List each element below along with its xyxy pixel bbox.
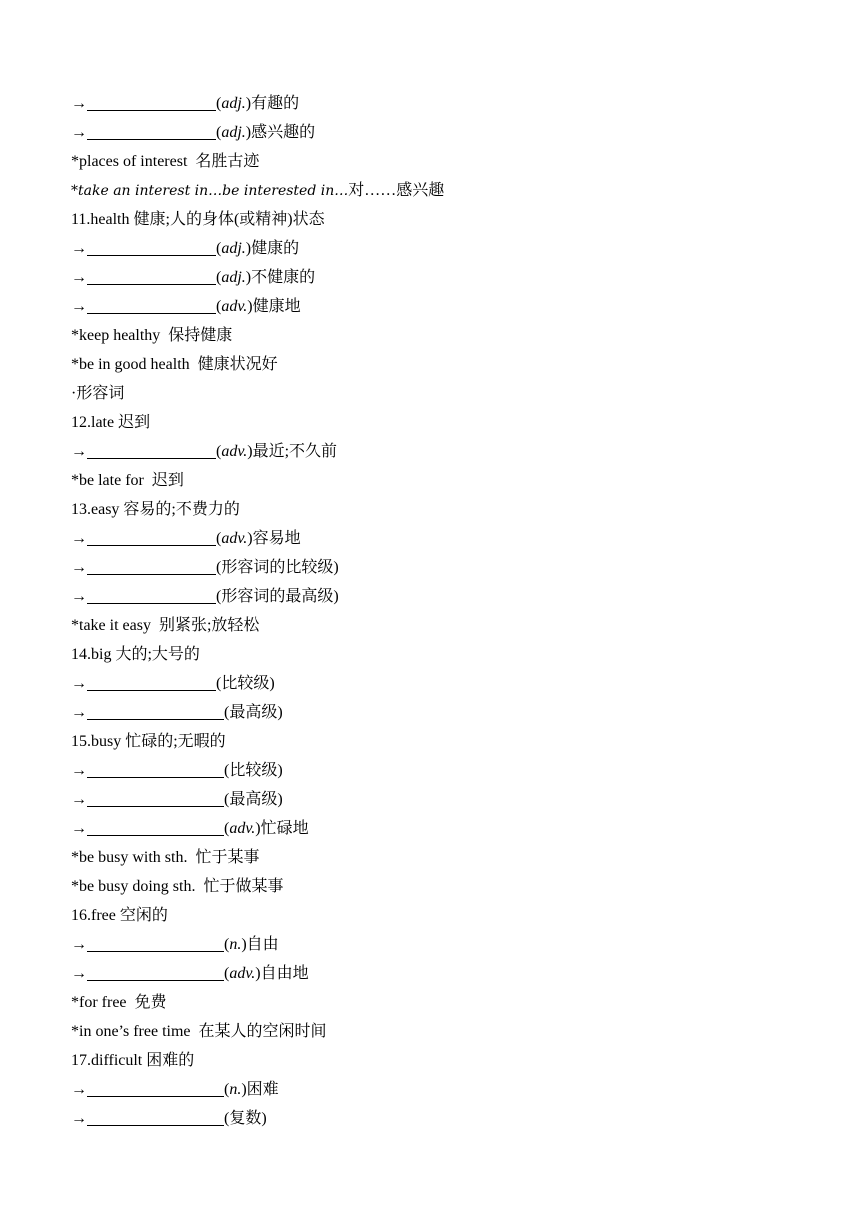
arrow-icon: → (71, 95, 87, 112)
meaning-text: 忙碌地 (260, 820, 309, 837)
text-line (71, 1017, 811, 1046)
text-line (71, 611, 811, 640)
answer-blank[interactable] (87, 92, 216, 111)
part-of-speech: adv. (229, 820, 256, 837)
answer-blank[interactable] (87, 266, 216, 285)
text-line (71, 988, 811, 1017)
arrow-icon: → (71, 675, 87, 692)
line-text: *be busy with sth. 忙于某事 (71, 849, 260, 866)
phrase-line (71, 176, 811, 205)
text-line (71, 205, 811, 234)
arrow-icon: → (71, 588, 87, 605)
paren-open: ( (216, 530, 222, 547)
paren-open: ( (224, 936, 230, 953)
part-of-speech: adj. (221, 240, 246, 257)
arrow-icon: → (71, 1110, 87, 1127)
arrow-icon: → (71, 965, 87, 982)
paren-close: ) (247, 530, 253, 547)
fill-in-line (71, 582, 811, 611)
line-text: *be busy doing sth. 忙于做某事 (71, 878, 284, 895)
fill-in-line (71, 118, 811, 147)
meaning-text: (形容词的最高级) (216, 588, 339, 605)
part-of-speech: adj. (221, 124, 246, 141)
answer-blank[interactable] (87, 585, 216, 604)
paren-open: ( (216, 298, 222, 315)
fill-in-line (71, 756, 811, 785)
paren-close: ) (241, 936, 247, 953)
meaning-text: 有趣的 (251, 95, 300, 112)
meaning-text: 自由地 (260, 965, 309, 982)
meaning-text: (最高级) (224, 704, 283, 721)
meaning-text: (最高级) (224, 791, 283, 808)
line-text: *places of interest 名胜古迹 (71, 153, 260, 170)
answer-blank[interactable] (87, 788, 224, 807)
paren-close: ) (245, 240, 252, 257)
line-text: ·形容词 (71, 385, 125, 402)
fill-in-line (71, 524, 811, 553)
answer-blank[interactable] (87, 672, 216, 691)
text-line (71, 901, 811, 930)
answer-blank[interactable] (87, 556, 216, 575)
arrow-icon: → (71, 791, 87, 808)
part-of-speech: adv. (221, 298, 248, 315)
meaning-text: (比较级) (216, 675, 275, 692)
answer-blank[interactable] (87, 962, 224, 981)
fill-in-line (71, 785, 811, 814)
line-text: 14.big 大的;大号的 (71, 646, 200, 663)
fill-in-line (71, 814, 811, 843)
meaning-text: 感兴趣的 (251, 124, 316, 141)
part-of-speech: adj. (221, 269, 246, 286)
answer-blank[interactable] (87, 440, 216, 459)
fill-in-line (71, 437, 811, 466)
part-of-speech: adv. (229, 965, 256, 982)
arrow-icon: → (71, 269, 87, 286)
part-of-speech: adv. (221, 530, 248, 547)
arrow-icon: → (71, 820, 87, 837)
answer-blank[interactable] (87, 701, 224, 720)
text-line (71, 872, 811, 901)
answer-blank[interactable] (87, 295, 216, 314)
paren-close: ) (245, 269, 252, 286)
fill-in-line (71, 1104, 811, 1133)
line-text: 15.busy 忙碌的;无暇的 (71, 733, 226, 750)
paren-open: ( (216, 95, 222, 112)
arrow-icon: → (71, 704, 87, 721)
text-line (71, 1046, 811, 1075)
text-line (71, 843, 811, 872)
fill-in-line (71, 292, 811, 321)
text-line (71, 379, 811, 408)
part-of-speech: n. (229, 936, 242, 953)
paren-close: ) (241, 1081, 247, 1098)
paren-close: ) (247, 298, 253, 315)
line-text: *for free 免费 (71, 994, 167, 1011)
phrase-chinese: 对……感兴趣 (348, 182, 445, 199)
part-of-speech: adj. (221, 95, 246, 112)
text-line (71, 408, 811, 437)
meaning-text: 容易地 (252, 530, 301, 547)
line-text: *take it easy 别紧张;放轻松 (71, 617, 260, 634)
meaning-text: 健康的 (251, 240, 300, 257)
part-of-speech: adv. (221, 443, 248, 460)
answer-blank[interactable] (87, 1107, 224, 1126)
paren-close: ) (255, 820, 261, 837)
meaning-text: (比较级) (224, 762, 283, 779)
paren-open: ( (216, 124, 222, 141)
line-text: 11.health 健康;人的身体(或精神)状态 (71, 211, 325, 228)
answer-blank[interactable] (87, 237, 216, 256)
paren-open: ( (224, 820, 230, 837)
answer-blank[interactable] (87, 933, 224, 952)
text-line (71, 640, 811, 669)
line-text: 16.free 空闲的 (71, 907, 168, 924)
arrow-icon: → (71, 443, 87, 460)
paren-open: ( (224, 1081, 230, 1098)
arrow-icon: → (71, 124, 87, 141)
meaning-text: (形容词的比较级) (216, 559, 339, 576)
fill-in-line (71, 553, 811, 582)
fill-in-line (71, 698, 811, 727)
arrow-icon: → (71, 530, 87, 547)
fill-in-line (71, 669, 811, 698)
meaning-text: 困难 (246, 1081, 279, 1098)
fill-in-line (71, 263, 811, 292)
fill-in-line (71, 234, 811, 263)
arrow-icon: → (71, 762, 87, 779)
text-line (71, 321, 811, 350)
line-text: *keep healthy 保持健康 (71, 327, 233, 344)
answer-blank[interactable] (87, 759, 224, 778)
arrow-icon: → (71, 298, 87, 315)
paren-open: ( (216, 443, 222, 460)
meaning-text: 不健康的 (251, 269, 316, 286)
arrow-icon: → (71, 559, 87, 576)
fill-in-line (71, 959, 811, 988)
part-of-speech: n. (229, 1081, 242, 1098)
line-text: *be in good health 健康状况好 (71, 356, 278, 373)
answer-blank[interactable] (87, 121, 216, 140)
text-line (71, 350, 811, 379)
arrow-icon: → (71, 240, 87, 257)
meaning-text: 健康地 (252, 298, 301, 315)
arrow-icon: → (71, 936, 87, 953)
paren-close: ) (255, 965, 261, 982)
answer-blank[interactable] (87, 1078, 224, 1097)
line-text: *be late for 迟到 (71, 472, 184, 489)
line-text: *in one’s free time 在某人的空闲时间 (71, 1023, 327, 1040)
meaning-text: 最近;不久前 (252, 443, 338, 460)
paren-close: ) (247, 443, 253, 460)
paren-close: ) (245, 124, 252, 141)
line-text: 17.difficult 困难的 (71, 1052, 195, 1069)
arrow-icon: → (71, 1081, 87, 1098)
fill-in-line (71, 89, 811, 118)
meaning-text: 自由 (246, 936, 279, 953)
meaning-text: (复数) (224, 1110, 267, 1127)
answer-blank[interactable] (87, 817, 224, 836)
line-text: 12.late 迟到 (71, 414, 151, 431)
text-line (71, 466, 811, 495)
answer-blank[interactable] (87, 527, 216, 546)
text-line (71, 727, 811, 756)
text-line (71, 495, 811, 524)
fill-in-line (71, 1075, 811, 1104)
worksheet-page (71, 89, 811, 1133)
paren-close: ) (245, 95, 252, 112)
phrase-english: *take an interest in…be interested in… (71, 183, 349, 199)
paren-open: ( (216, 269, 222, 286)
paren-open: ( (216, 240, 222, 257)
text-line (71, 147, 811, 176)
fill-in-line (71, 930, 811, 959)
paren-open: ( (224, 965, 230, 982)
line-text: 13.easy 容易的;不费力的 (71, 501, 240, 518)
